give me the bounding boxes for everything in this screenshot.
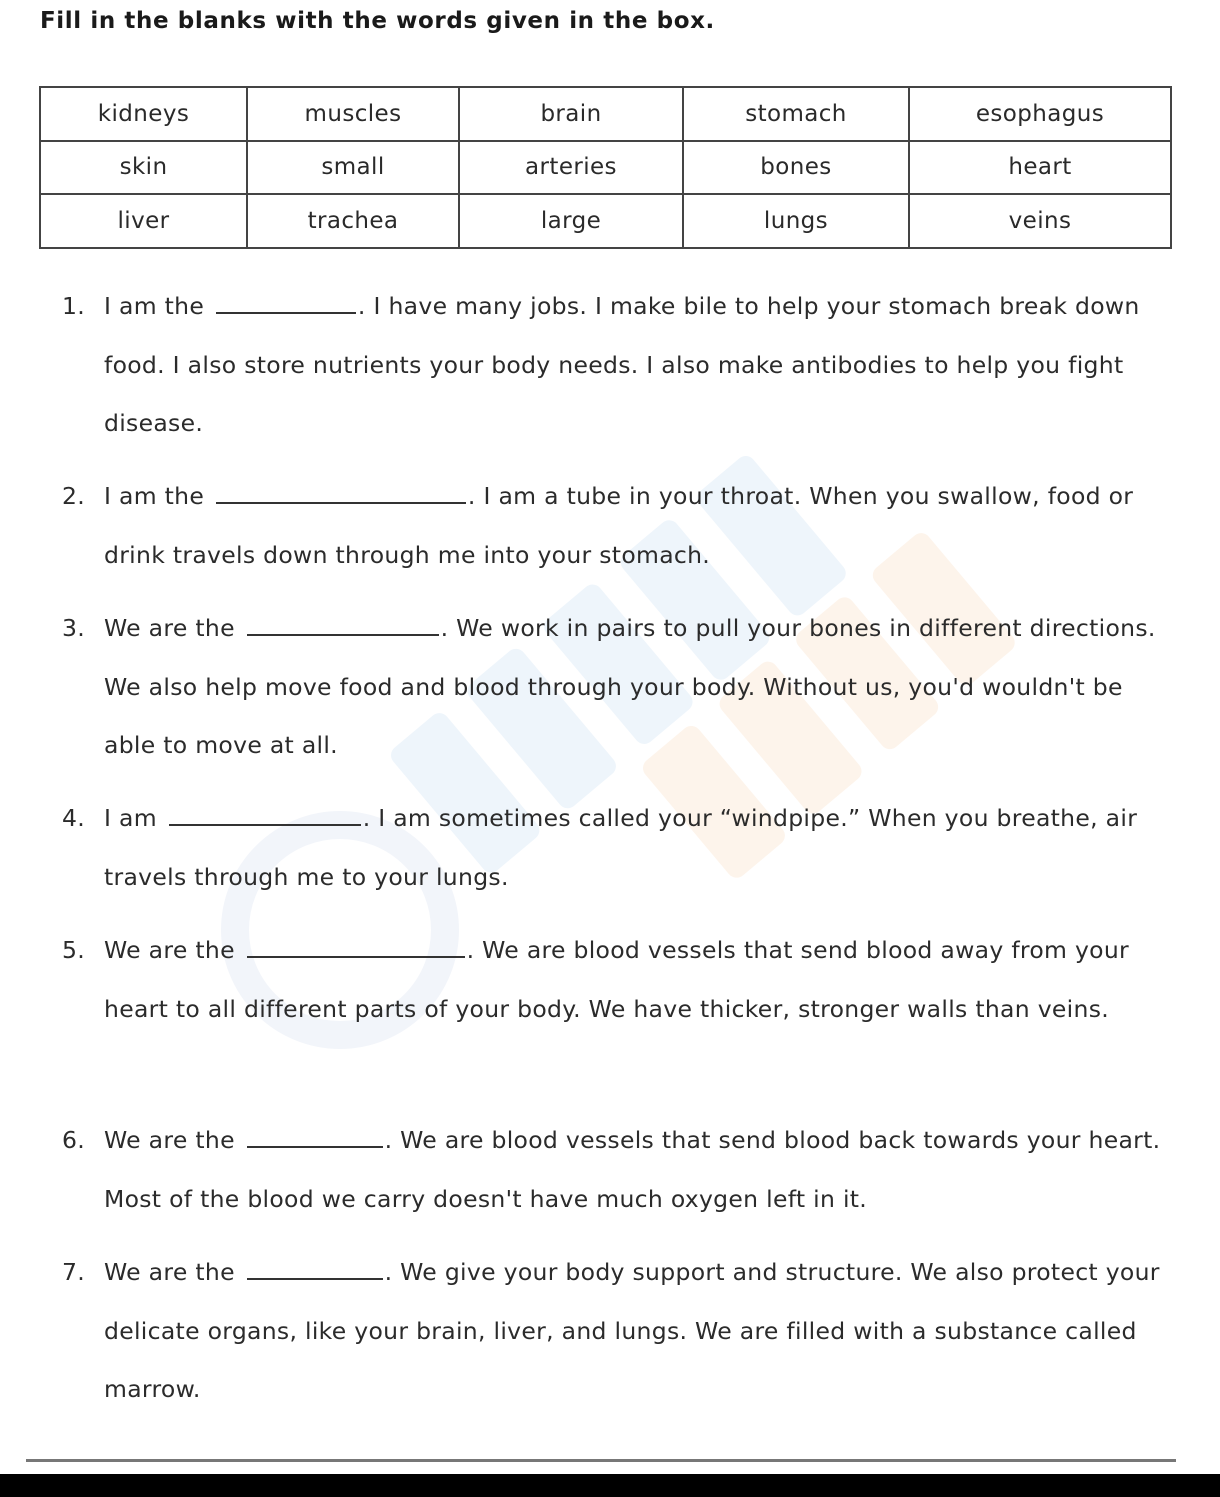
question-lead-in: We are the <box>104 936 235 964</box>
word-bank-table <box>39 86 1172 249</box>
word-bank-cell: stomach <box>683 87 909 141</box>
word-bank-cell: liver <box>40 194 247 248</box>
instructions-heading: Fill in the blanks with the words given in the box. <box>40 8 715 34</box>
word-bank-cell: kidneys <box>40 87 247 141</box>
word-bank-cell: small <box>247 141 459 195</box>
answer-blank-4[interactable] <box>169 806 361 826</box>
question-4 <box>62 789 1172 906</box>
word-bank-cell: veins <box>909 194 1171 248</box>
question-text <box>104 599 1172 775</box>
answer-blank-7[interactable] <box>247 1260 383 1280</box>
question-number: 5. <box>62 936 86 964</box>
question-2 <box>62 467 1172 584</box>
question-clue: . We are blood vessels that send blood away from your heart to all different parts of your body. We have thicker, stronger walls than veins. <box>104 936 1130 1023</box>
question-6 <box>62 1111 1172 1228</box>
question-lead-in: We are the <box>104 1126 235 1154</box>
question-text <box>104 277 1172 453</box>
question-clue: . I have many jobs. I make bile to help your stomach break down food. I also store nutrients your body needs. I also make antibodies to help you fight disease. <box>104 292 1140 437</box>
word-bank-cell: esophagus <box>909 87 1171 141</box>
answer-blank-1[interactable] <box>216 294 356 314</box>
question-1 <box>62 277 1172 453</box>
bottom-black-bar <box>0 1474 1220 1497</box>
answer-blank-3[interactable] <box>247 616 439 636</box>
question-lead-in: I am <box>104 804 157 832</box>
question-clue: . We give your body support and structure. We also protect your delicate organs, like your brain, liver, and lungs. We are filled with a substance called marrow. <box>104 1258 1160 1403</box>
question-text <box>104 789 1172 906</box>
word-bank-cell: arteries <box>459 141 683 195</box>
question-text <box>104 1111 1172 1228</box>
question-lead-in: I am the <box>104 482 205 510</box>
question-number: 3. <box>62 614 86 642</box>
question-3 <box>62 599 1172 775</box>
footer-divider <box>26 1459 1176 1462</box>
question-clue: . We are blood vessels that send blood back towards your heart. Most of the blood we carry doesn't have much oxygen left in it. <box>104 1126 1161 1213</box>
question-7 <box>62 1243 1172 1419</box>
question-number: 1. <box>62 292 86 320</box>
word-bank-row <box>40 141 1171 195</box>
question-text <box>104 467 1172 584</box>
word-bank-cell: heart <box>909 141 1171 195</box>
word-bank-row <box>40 87 1171 141</box>
question-number: 6. <box>62 1126 86 1154</box>
answer-blank-2[interactable] <box>216 484 466 504</box>
answer-blank-5[interactable] <box>247 938 465 958</box>
question-text <box>104 921 1172 1038</box>
question-number: 2. <box>62 482 86 510</box>
question-5 <box>62 921 1172 1038</box>
question-number: 7. <box>62 1258 86 1286</box>
question-clue: . I am a tube in your throat. When you swallow, food or drink travels down through me into your stomach. <box>104 482 1134 569</box>
word-bank-cell: lungs <box>683 194 909 248</box>
question-lead-in: I am the <box>104 292 205 320</box>
question-clue: . I am sometimes called your “windpipe.” When you breathe, air travels through me to your lungs. <box>104 804 1138 891</box>
word-bank-cell: trachea <box>247 194 459 248</box>
question-lead-in: We are the <box>104 1258 235 1286</box>
word-bank-cell: bones <box>683 141 909 195</box>
word-bank-cell: large <box>459 194 683 248</box>
question-clue: . We work in pairs to pull your bones in different directions. We also help move food and blood through your body. Without us, you'd wouldn't be able to move at all. <box>104 614 1156 759</box>
word-bank-cell: muscles <box>247 87 459 141</box>
word-bank-cell: brain <box>459 87 683 141</box>
question-text <box>104 1243 1172 1419</box>
question-number: 4. <box>62 804 86 832</box>
question-lead-in: We are the <box>104 614 235 642</box>
answer-blank-6[interactable] <box>247 1128 383 1148</box>
word-bank-cell: skin <box>40 141 247 195</box>
word-bank-row <box>40 194 1171 248</box>
